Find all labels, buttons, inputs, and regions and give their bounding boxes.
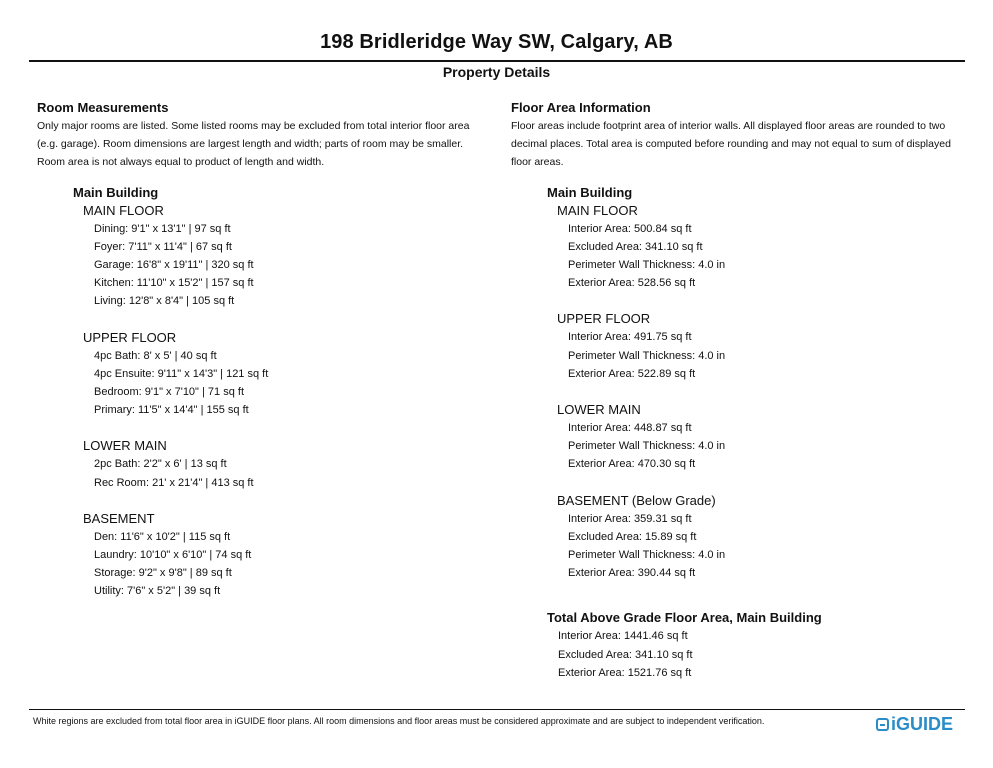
area-item: Exterior Area: 522.89 sq ft bbox=[568, 367, 696, 380]
area-item: Exterior Area: 470.30 sq ft bbox=[568, 458, 696, 471]
room-floor-title: BASEMENT bbox=[83, 510, 155, 526]
room-item: Laundry: 10'10" x 6'10" | 74 sq ft bbox=[94, 549, 252, 562]
room-measurements-section bbox=[37, 100, 492, 601]
total-area-title: Total Above Grade Floor Area, Main Building bbox=[547, 610, 822, 626]
room-item: Rec Room: 21' x 21'4" | 413 sq ft bbox=[94, 476, 254, 489]
room-measurements-title: Room Measurements bbox=[37, 100, 169, 115]
floor-area-section bbox=[511, 100, 971, 682]
room-item: Foyer: 7'11" x 11'4" | 67 sq ft bbox=[94, 240, 232, 253]
area-item: Interior Area: 491.75 sq ft bbox=[568, 331, 692, 344]
room-item: Garage: 16'8" x 19'11" | 320 sq ft bbox=[94, 259, 254, 272]
room-item: Utility: 7'6" x 5'2" | 39 sq ft bbox=[94, 585, 221, 598]
page-subtitle: Property Details bbox=[442, 64, 551, 80]
area-item: Excluded Area: 15.89 sq ft bbox=[568, 530, 697, 543]
room-item: Bedroom: 9'1" x 7'10" | 71 sq ft bbox=[94, 386, 245, 399]
area-floor-title: BASEMENT (Below Grade) bbox=[557, 492, 716, 508]
page-title: 198 Bridleridge Way SW, Calgary, AB bbox=[320, 31, 673, 53]
total-area-item: Exterior Area: 1521.76 sq ft bbox=[558, 666, 692, 679]
room-item: 4pc Bath: 8' x 5' | 40 sq ft bbox=[94, 349, 217, 362]
floor-area-note: Floor areas include footprint area of interior walls. All displayed floor areas are rounded to two decimal places. Total area is computed before rounding and may not equal to sum of displayed floor areas. bbox=[511, 120, 951, 169]
room-item: 2pc Bath: 2'2" x 6' | 13 sq ft bbox=[94, 458, 227, 471]
room-item: Storage: 9'2" x 9'8" | 89 sq ft bbox=[94, 567, 232, 580]
iguide-logo-text: iGUIDE bbox=[891, 714, 954, 734]
area-item: Perimeter Wall Thickness: 4.0 in bbox=[568, 440, 726, 453]
area-item: Interior Area: 500.84 sq ft bbox=[568, 222, 692, 235]
area-floor-title: MAIN FLOOR bbox=[557, 202, 638, 218]
footer-divider bbox=[29, 709, 965, 710]
room-item: Living: 12'8" x 8'4" | 105 sq ft bbox=[94, 295, 235, 308]
room-item: Primary: 11'5" x 14'4" | 155 sq ft bbox=[94, 404, 249, 417]
room-floor-title: LOWER MAIN bbox=[83, 438, 167, 454]
room-floor-title: MAIN FLOOR bbox=[83, 202, 164, 218]
room-building-title: Main Building bbox=[73, 184, 159, 200]
iguide-logo-icon bbox=[876, 718, 889, 731]
header-divider bbox=[29, 60, 965, 62]
area-item: Exterior Area: 390.44 sq ft bbox=[568, 567, 696, 580]
room-item: 4pc Ensuite: 9'11" x 14'3" | 121 sq ft bbox=[94, 367, 269, 380]
iguide-logo bbox=[876, 714, 953, 735]
area-building-title: Main Building bbox=[547, 184, 633, 200]
area-floor-title: LOWER MAIN bbox=[557, 402, 641, 418]
room-floor-title: UPPER FLOOR bbox=[83, 329, 177, 345]
total-area-item: Interior Area: 1441.46 sq ft bbox=[558, 630, 688, 643]
area-item: Excluded Area: 341.10 sq ft bbox=[568, 240, 703, 253]
room-measurements-note: Only major rooms are listed. Some listed rooms may be excluded from total interior floor area (e.g. garage). Room dimensions are largest length and width; parts of room may be smaller. Room area is not always equal to product of length and width. bbox=[37, 120, 470, 169]
area-item: Perimeter Wall Thickness: 4.0 in bbox=[568, 349, 726, 362]
room-item: Den: 11'6" x 10'2" | 115 sq ft bbox=[94, 530, 231, 543]
floor-area-title: Floor Area Information bbox=[511, 100, 651, 115]
area-item: Perimeter Wall Thickness: 4.0 in bbox=[568, 259, 726, 272]
total-area-item: Excluded Area: 341.10 sq ft bbox=[558, 648, 693, 661]
room-item: Kitchen: 11'10" x 15'2" | 157 sq ft bbox=[94, 277, 254, 290]
area-item: Exterior Area: 528.56 sq ft bbox=[568, 277, 696, 290]
room-item: Dining: 9'1" x 13'1" | 97 sq ft bbox=[94, 222, 231, 235]
area-item: Perimeter Wall Thickness: 4.0 in bbox=[568, 549, 726, 562]
footer-disclaimer: White regions are excluded from total floor area in iGUIDE floor plans. All room dimensions and floor areas must be considered approximate and are subject to independent verification. bbox=[33, 716, 765, 726]
area-item: Interior Area: 359.31 sq ft bbox=[568, 512, 692, 525]
area-floor-title: UPPER FLOOR bbox=[557, 311, 651, 327]
area-item: Interior Area: 448.87 sq ft bbox=[568, 422, 692, 435]
